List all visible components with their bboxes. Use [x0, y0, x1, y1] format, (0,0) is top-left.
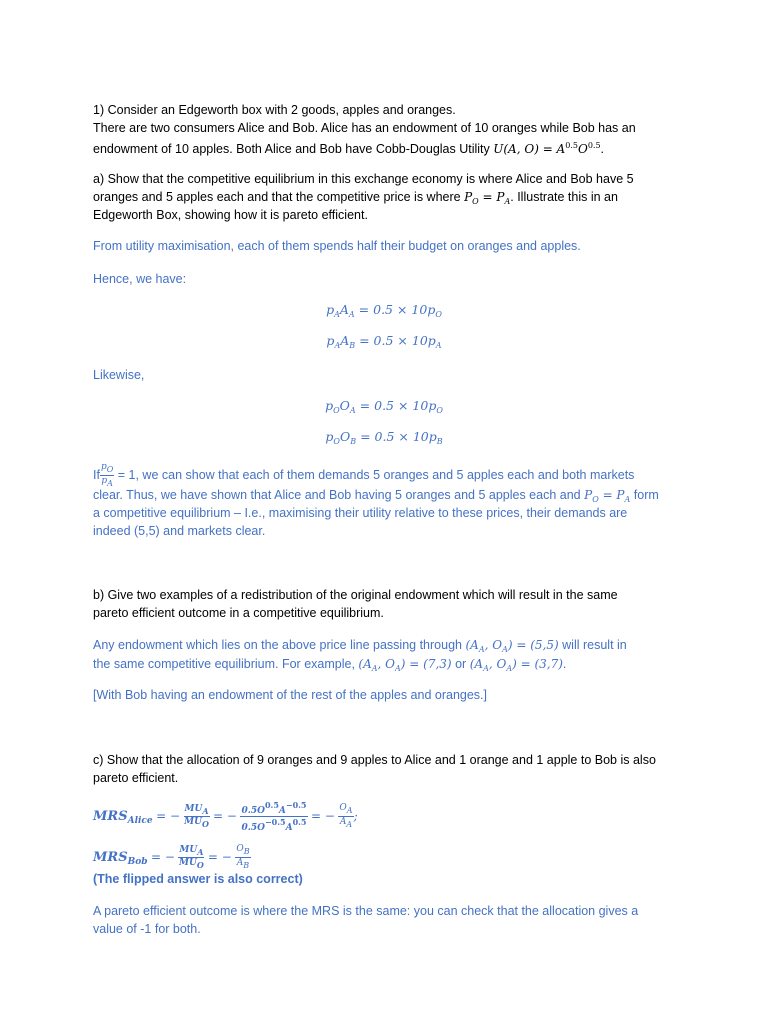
mrs-bob-equation: $MRS_{Bob}$ = − $\frac{MU_A}{MU_O}$ = − $\frac{O_B}{A_B}$ — [93, 844, 250, 871]
part-a-line-1: a) Show that the competitive equilibrium in this exchange economy is where Alice and Bob have 5 — [93, 172, 634, 186]
answer-a-clear-line: clear. Thus, we have shown that Alice and Bob having 5 oranges and 5 apples each and $P_O = P_A$ form — [93, 488, 659, 504]
question-1-line-3: endowment of 10 apples. Both Alice and Bob have Cobb-Douglas Utility U(A, $O) = A^{0.5}O^{0.5}$. — [93, 141, 605, 156]
part-b-line-2: pareto efficient outcome in a competitive equilibrium. — [93, 606, 384, 620]
equation-4: $p_OO_B = 0.5 \times 10p_B$ — [325, 429, 443, 446]
mrs-alice-equation: $MRS_{Alice}$ = − $\frac{MU_A}{MU_O}$ = − $\frac{0.5O^{0.5}A^{-0.5}}{0.5O^{-0.5}A^{0.5}}$ = − $\frac{O_A}{A_A}$ ; — [93, 800, 358, 833]
answer-b-line-1: Any endowment which lies on the above price line passing through ($A_A$, $O_A) = (5,5)$ will result in — [93, 638, 627, 654]
answer-a-if-line: If $\frac{p_O}{p_A}$ = 1, we can show that each of them demands 5 oranges and 5 apples each and both markets — [93, 462, 635, 488]
equation-3: $p_OO_A = 0.5 \times 10p_O$ — [325, 398, 443, 415]
answer-b-line-2: the same competitive equilibrium. For example, ($A_A$, $O_A) = (7,3)$ or ($A_A$, $O_A) = (3,7)$. — [93, 657, 567, 673]
answer-c-line-1: A pareto efficient outcome is where the MRS is the same: you can check that the allocation gives a — [93, 904, 639, 918]
answer-b-line-3: [With Bob having an endowment of the rest of the apples and oranges.] — [93, 688, 488, 702]
part-c-line-2: pareto efficient. — [93, 771, 179, 785]
question-1-line-2: There are two consumers Alice and Bob. Alice has an endowment of 10 oranges while Bob has an — [93, 121, 636, 135]
question-1-line-1: 1) Consider an Edgeworth box with 2 goods, apples and oranges. — [93, 103, 456, 117]
answer-a-competitive-line: a competitive equilibrium – I.e., maximising their utility relative to these prices, their demands are — [93, 506, 628, 520]
part-b-line-1: b) Give two examples of a redistribution of the original endowment which will result in the same — [93, 588, 618, 602]
part-a-line-3: Edgeworth Box, showing how it is pareto efficient. — [93, 208, 368, 222]
part-a-line-2: oranges and 5 apples each and that the competitive price is where $P_O = P_A$. Illustrate this in an — [93, 190, 618, 206]
answer-a-line-2: Hence, we have: — [93, 272, 187, 286]
answer-a-line-1: From utility maximisation, each of them spends half their budget on oranges and apples. — [93, 239, 581, 253]
answer-c-line-2: value of -1 for both. — [93, 922, 201, 936]
likewise-text: Likewise, — [93, 368, 145, 382]
part-c-line-1: c) Show that the allocation of 9 oranges and 9 apples to Alice and 1 orange and 1 apple to Bob is also — [93, 753, 656, 767]
equation-1: $p_AA_A = 0.5 \times 10p_O$ — [326, 302, 442, 319]
answer-a-indeed-line: indeed (5,5) and markets clear. — [93, 524, 266, 538]
equation-2: $p_AA_B = 0.5 \times 10p_A$ — [326, 333, 442, 350]
utility-function: U(A, $O) = A^{0.5}O^{0.5}$ — [493, 141, 601, 156]
flipped-answer-note: (The flipped answer is also correct) — [93, 872, 303, 886]
